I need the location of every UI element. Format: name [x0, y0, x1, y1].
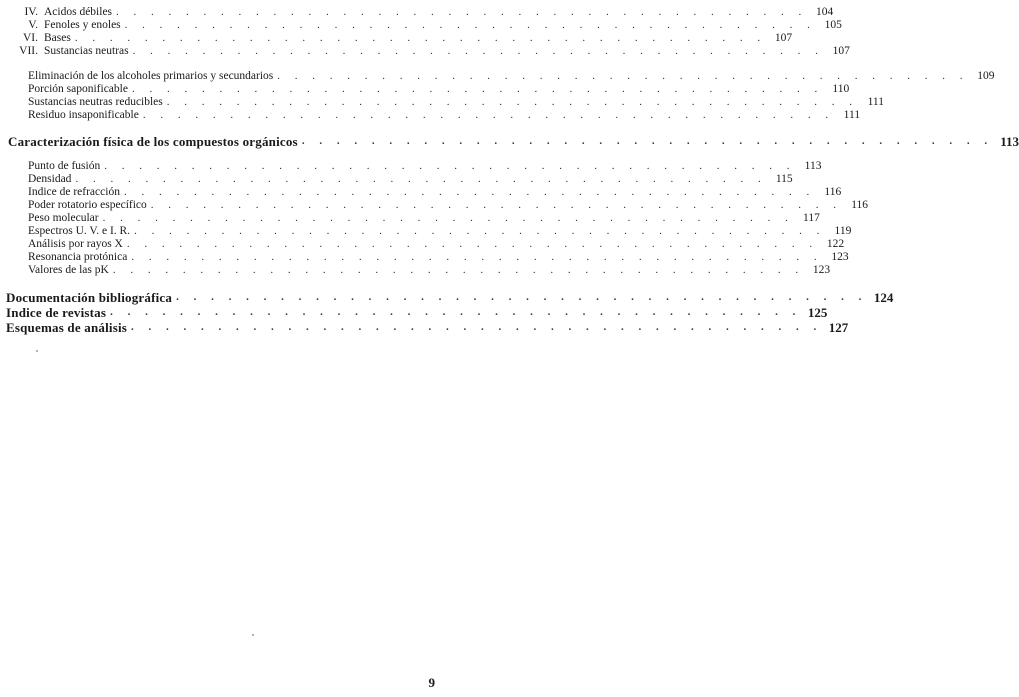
- dot-leader: . . . . . . . . . . . . . . . . . . . . . . . . . . . . . . . . . . . . . . . .: [301, 135, 994, 147]
- entry-page: 123: [812, 264, 831, 276]
- dot-leader: . . . . . . . . . . . . . . . . . . . . . . . . . . . . . . . . . . . . . . . .: [102, 212, 794, 224]
- dot-leader: . . . . . . . . . . . . . . . . . . . . . . . . . . . . . . . . . . . . . . . .: [150, 199, 843, 211]
- dot-leader: . . . . . . . . . . . . . . . . . . . . . . . . . . . . . . . . . . . . . . . .: [126, 238, 819, 250]
- dot-leader: . . . . . . . . . . . . . . . . . . . . . . . . . . . . . . . . . . . . . . . .: [131, 321, 823, 333]
- entry-number: IV.: [24, 6, 38, 18]
- entry-page: 116: [851, 199, 869, 211]
- toc-entry-punto-fusion: [28, 160, 822, 173]
- entry-label: Residuo insaponificable: [28, 109, 139, 121]
- toc-entry-densidad: [28, 173, 793, 186]
- entry-label: Porción saponificable: [28, 83, 128, 95]
- entry-page: 107: [832, 45, 850, 57]
- entry-page: 109: [977, 70, 995, 82]
- entry-page: 111: [867, 96, 885, 108]
- entry-label: Peso molecular: [28, 212, 99, 224]
- toc-entry-resonancia-protonica: [28, 251, 849, 264]
- dot-leader: . . . . . . . . . . . . . . . . . . . . . . . . . . . . . . . . . . . . . . . .: [75, 173, 767, 185]
- entry-page: 115: [775, 173, 793, 185]
- entry-page: 104: [816, 6, 834, 18]
- dot-leader: . . . . . . . . . . . . . . . . . . . . . . . . . . . . . . . . . . . . . . . .: [134, 225, 826, 237]
- entry-label: Bases: [44, 32, 71, 44]
- entry-page: 117: [803, 212, 820, 224]
- toc-entry-analisis-rayos-x: [28, 238, 845, 251]
- entry-label: Punto de fusión: [28, 160, 101, 172]
- section-title: Esquemas de análisis: [6, 320, 128, 335]
- section-title: Documentación bibliográfica: [6, 290, 173, 305]
- entry-label: Análisis por rayos X: [28, 238, 123, 250]
- toc-entry-eliminacion-alcoholes: [28, 70, 995, 83]
- entry-label: Resonancia protónica: [28, 251, 128, 263]
- entry-page: 124: [873, 290, 894, 305]
- toc-entry-espectros: [28, 225, 852, 238]
- dot-leader: . . . . . . . . . . . . . . . . . . . . . . . . . . . . . . . . . . . . . . . .: [74, 32, 767, 44]
- entry-label: Sustancias neutras reducibles: [28, 96, 163, 108]
- toc-entry-fenoles-enoles: [8, 19, 842, 32]
- entry-page: 107: [774, 32, 793, 44]
- dot-leader: . . . . . . . . . . . . . . . . . . . . . . . . . . . . . . . . . . . . . . . .: [123, 186, 816, 198]
- toc-entry-acidos-debiles: [8, 6, 834, 19]
- toc-entry-indice-refraccion: [28, 186, 842, 199]
- dot-leader: . . . . . . . . . . . . . . . . . . . . . . . . . . . . . . . . . . . . . . . .: [112, 264, 805, 276]
- dot-leader: . . . . . . . . . . . . . . . . . . . . . . . . . . . . . . . . . . . . . . . .: [110, 306, 802, 318]
- toc-section-heading: [8, 134, 1019, 149]
- entry-label: Poder rotatorio específico: [28, 199, 147, 211]
- dot-leader: . . . . . . . . . . . . . . . . . . . . . . . . . . . . . . . . . . . . . . . .: [277, 70, 969, 82]
- entry-page: 127: [828, 320, 849, 335]
- toc-entry-residuo-insaponificable: [28, 109, 861, 122]
- print-speck: [252, 634, 254, 636]
- entry-label: Indice de refracción: [28, 186, 120, 198]
- dot-leader: . . . . . . . . . . . . . . . . . . . . . . . . . . . . . . . . . . . . . . . .: [131, 83, 824, 95]
- dot-leader: . . . . . . . . . . . . . . . . . . . . . . . . . . . . . . . . . . . . . . . .: [104, 160, 796, 172]
- toc-entry-porcion-saponificable: [28, 83, 850, 96]
- toc-entry-poder-rotatorio: [28, 199, 869, 212]
- toc-major-documentacion: [6, 290, 894, 305]
- dot-leader: . . . . . . . . . . . . . . . . . . . . . . . . . . . . . . . . . . . . . . . .: [142, 109, 835, 121]
- print-speck: [36, 350, 38, 352]
- dot-leader: . . . . . . . . . . . . . . . . . . . . . . . . . . . . . . . . . . . . . . . .: [176, 291, 868, 303]
- dot-leader: . . . . . . . . . . . . . . . . . . . . . . . . . . . . . . . . . . . . . . . .: [116, 6, 808, 18]
- entry-page: 122: [826, 238, 845, 250]
- entry-label: Sustancias neutras: [44, 45, 129, 57]
- entry-page: 125: [807, 305, 828, 320]
- entry-page: 111: [843, 109, 861, 121]
- toc-entry-peso-molecular: [28, 212, 820, 225]
- entry-label: Valores de las pK: [28, 264, 109, 276]
- dot-leader: . . . . . . . . . . . . . . . . . . . . . . . . . . . . . . . . . . . . . . . .: [131, 251, 823, 263]
- entry-number: VII.: [19, 45, 38, 57]
- entry-number: VI.: [22, 32, 38, 44]
- entry-label: Eliminación de los alcoholes primarios y secundarios: [28, 70, 274, 82]
- entry-page: 113: [1000, 134, 1019, 149]
- entry-number: V.: [28, 19, 38, 31]
- toc-entry-sustancias-reducibles: [28, 96, 885, 109]
- dot-leader: . . . . . . . . . . . . . . . . . . . . . . . . . . . . . . . . . . . . . . . .: [124, 19, 816, 31]
- entry-page: 116: [824, 186, 842, 198]
- toc-entry-valores-pk: [28, 264, 831, 277]
- entry-label: Fenoles y enoles: [44, 19, 121, 31]
- entry-page: 110: [832, 83, 850, 95]
- entry-page: 113: [804, 160, 822, 172]
- entry-page: 119: [834, 225, 852, 237]
- entry-page: 123: [831, 251, 849, 263]
- page-number: 9: [428, 675, 435, 690]
- toc-entry-sustancias-neutras: [8, 45, 850, 58]
- toc-major-indice-revistas: [6, 305, 828, 320]
- entry-label: Espectros U. V. e I. R.: [28, 225, 131, 237]
- entry-label: Densidad: [28, 173, 72, 185]
- toc-major-esquemas: [6, 320, 849, 335]
- entry-page: 105: [824, 19, 842, 31]
- toc-entry-bases: [8, 32, 793, 45]
- section-title: Indice de revistas: [6, 305, 107, 320]
- dot-leader: . . . . . . . . . . . . . . . . . . . . . . . . . . . . . . . . . . . . . . . .: [132, 45, 824, 57]
- entry-label: Acidos débiles: [44, 6, 113, 18]
- section-title: Caracterización física de los compuestos orgánicos: [8, 134, 298, 149]
- dot-leader: . . . . . . . . . . . . . . . . . . . . . . . . . . . . . . . . . . . . . . . .: [166, 96, 859, 108]
